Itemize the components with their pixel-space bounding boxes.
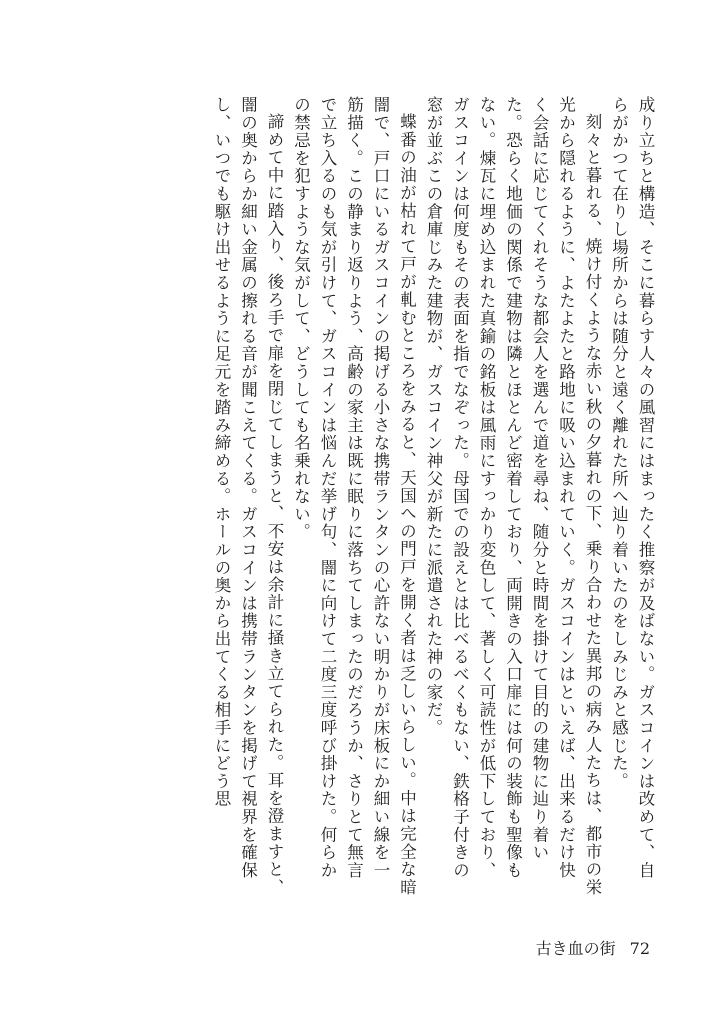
book-title: 古き血の街 [535,939,616,958]
paragraph-4: 諦めて中に踏入り、後ろ手で扉を閉じてしまうと、不安は余計に掻き立てられた。耳を澄ますと、闇の奥からか細い金属の擦れる音が聞こえてくる。ガスコインは携帯ランタンを掲げて視界を確保し、いつでも駆け出せるように足元を踏み締める。ホールの奥から出てくる相手にどう思 [212,96,284,896]
page-footer [536,936,650,959]
page-number: 72 [629,939,650,958]
paragraph-3: 蝶番の油が枯れて戸が軋むところをみると、天国への門戸を開く者は乏しいらしい。中は完全な暗闇で、戸口にいるガスコインの掲げる小さな携帯ランタンの心許ない明かりが床板にか細い線を一筋描く。この静まり返りよう、高齢の家主は既に眠りに落ちてしまったのだろうか、さりとて無言で立ち入るのも気が引けて、ガスコインは悩んだ挙げ句、闇に向けて二度三度呼び掛けた。何らかの禁忌を犯すような気がして、どうしても名乗れない。 [291,96,417,896]
paragraph-2: 刻々と暮れる、焼け付くような赤い秋の夕暮れの下、乗り合わせた異邦の病み人たちは、都市の栄光から隠れるように、よたよたと路地に吸い込まれていく。ガスコインはといえば、出来るだけ快く会話に応じてくれそうな都会人を選んで道を尋ね、随分と時間を掛けて目的の建物に辿り着いた。恐らく地価の関係で建物は隣とほとんど密着しており、両開きの入口扉には何の装飾も聖像もない。煉瓦に埋め込まれた真鍮の銘板は風雨にすっかり変色して、著しく可読性が低下しており、ガスコインは何度もその表面を指でなぞった。母国での設えとは比べるべくもない、鉄格子付きの窓が並ぶこの倉庫じみた建物が、ガスコイン神父が新たに派遣された神の家だ。 [424,96,602,896]
vertical-text-body [128,96,658,896]
paragraph-1: 成り立ちと構造、そこに暮らす人々の風習にはまったく推察が及ばない。ガスコインは改めて、自らがかつて在りし場所からは随分と遠く離れた所へ辿り着いたのをしみじみと感じた。 [609,96,655,880]
